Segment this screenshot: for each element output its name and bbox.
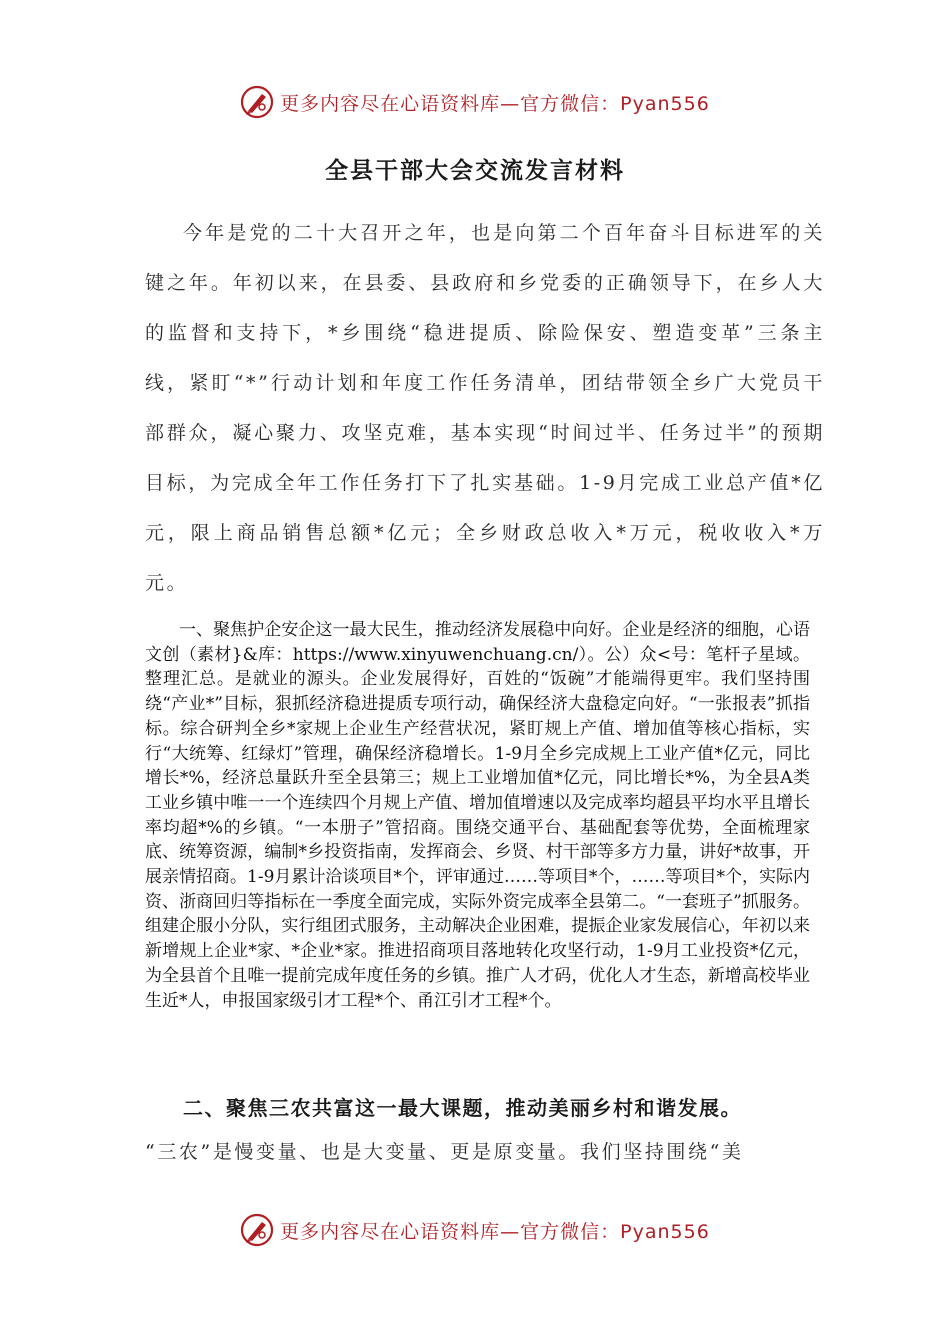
watermark-banner-top (0, 82, 950, 122)
section-2-heading: 二、聚焦三农共富这一最大课题，推动美丽乡村和谐发展。 (183, 1096, 742, 1120)
watermark-text: 更多内容尽在心语资料库—官方微信：Pyan556 (280, 92, 710, 115)
document-title: 全县干部大会交流发言材料 (325, 157, 625, 184)
section-1-paragraph: 一、聚焦护企安企这一最大民生，推动经济发展稳中向好。企业是经济的细胞，心语文创（素材}&库：https://www.xinyuwenchuang.cn/）。公）众<号：笔杆子星域。整理汇总。是就业的源头。企业发展得好，百姓的“饭碗”才能端得更牢。我们坚持围绕“产业*”目标，狠抓经济稳进提质专项行动，确保经济大盘稳定向好。“一张报表”抓指标。综合研判全乡*家规上企业生产经营状况，紧盯规上产值、增加值等核心指标，实行“大统筹、红绿灯”管理，确保经济稳增长。1-9月全乡完成规上工业产值*亿元，同比增长*%，经济总量跃升至全县第三；规上工业增加值*亿元，同比增长*%，为全县A类工业乡镇中唯一一个连续四个月规上产值、增加值增速以及完成率均超县平均水平且增长率均超*%的乡镇。“一本册子”管招商。围绕交通平台、基础配套等优势，全面梳理家底、统筹资源，编制*乡投资指南，发挥商会、乡贤、村干部等多方力量，讲好*故事，开展亲情招商。1-9月累计洽谈项目*个，评审通过……等项目*个，……等项目*个，实际内资、浙商回归等指标在一季度全面完成，实际外资完成率全县第二。“一套班子”抓服务。组建企服小分队，实行组团式服务，主动解决企业困难，提振企业家发展信心，年初以来新增规上企业*家、*企业*家。推进招商项目落地转化攻坚行动，1-9月工业投资*亿元，为全县首个且唯一提前完成年度任务的乡镇。推广人才码，优化人才生态，新增高校毕业生近*人，申报国家级引才工程*个、甬江引才工程*个。 (145, 620, 810, 1011)
pen-logo-icon (240, 1213, 274, 1247)
watermark-text: 更多内容尽在心语资料库—官方微信：Pyan556 (280, 1220, 710, 1243)
pen-logo-icon (240, 85, 274, 119)
watermark-banner-bottom (0, 1210, 950, 1250)
section-2-paragraph: “三农”是慢变量、也是大变量、更是原变量。我们坚持围绕“美 (145, 1141, 744, 1163)
intro-paragraph: 今年是党的二十大召开之年，也是向第二个百年奋斗目标进军的关键之年。年初以来，在县委、县政府和乡党委的正确领导下，在乡人大的监督和支持下，*乡围绕“稳进提质、除险保安、塑造变革”三条主线，紧盯“*”行动计划和年度工作任务清单，团结带领全乡广大党员干部群众，凝心聚力、攻坚克难，基本实现“时间过半、任务过半”的预期目标，为完成全年工作任务打下了扎实基础。1-9月完成工业总产值*亿元，限上商品销售总额*亿元；全乡财政总收入*万元，税收收入*万元。 (145, 222, 825, 594)
